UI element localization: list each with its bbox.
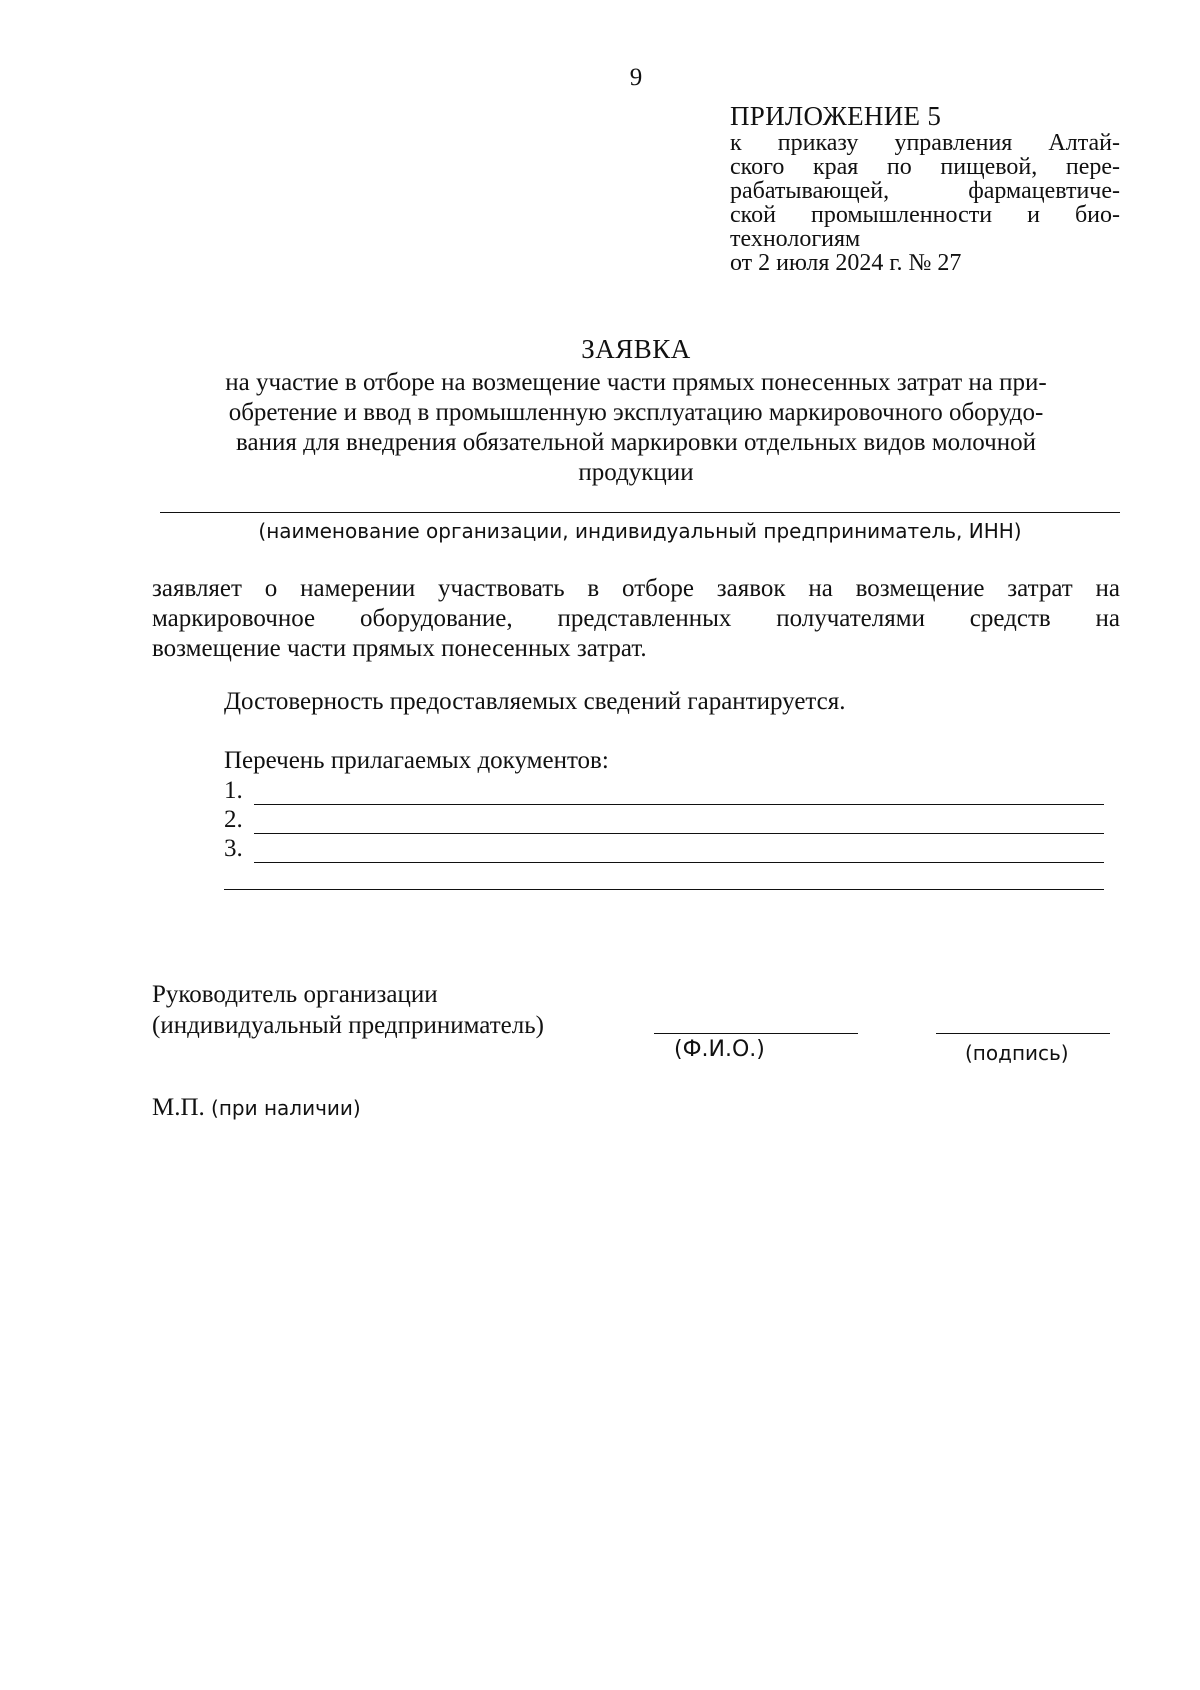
subtitle-line: обретение и ввод в промышленную эксплуатацию маркировочного оборудо-: [228, 399, 1044, 426]
stamp-place: [152, 1094, 361, 1122]
stamp-note: (при наличии): [211, 1096, 361, 1120]
document-item-2: [224, 806, 1104, 836]
document-item-1: [224, 777, 1104, 807]
document-item-number: 3.: [224, 835, 243, 862]
head-label-line: Руководитель организации: [152, 981, 438, 1008]
organization-name-field[interactable]: [160, 512, 1120, 513]
document-item-number: 1.: [224, 777, 243, 804]
appendix-line: ской промышленности и био-: [730, 202, 1120, 228]
application-title: ЗАЯВКА: [581, 334, 691, 364]
appendix-order-date: от 2 июля 2024 г. № 27: [730, 250, 962, 276]
appendix-title: ПРИЛОЖЕНИЕ 5: [730, 101, 942, 131]
statement-paragraph: [152, 574, 1120, 664]
application-subtitle: [152, 368, 1120, 488]
organization-field-caption: (наименование организации, индивидуальный предприниматель, ИНН): [258, 519, 1022, 543]
appendix-line: ского края по пищевой, пере-: [730, 154, 1120, 180]
documents-heading: Перечень прилагаемых документов:: [224, 747, 609, 774]
page-number: 9: [629, 64, 643, 91]
head-of-organization-label: [152, 979, 544, 1041]
fio-field[interactable]: [654, 1033, 858, 1034]
subtitle-line: продукции: [578, 459, 694, 486]
appendix-block: [730, 101, 1120, 275]
subtitle-line: на участие в отборе на возмещение части прямых понесенных затрат на при-: [225, 369, 1047, 396]
appendix-line: технологиям: [730, 226, 861, 252]
document-item-3: [224, 835, 1104, 865]
document-item-field[interactable]: [254, 862, 1104, 863]
document-item-field[interactable]: [254, 804, 1104, 805]
statement-line: заявляет о намерении участвовать в отборе заявок на возмещение затрат на: [152, 575, 1120, 602]
stamp-label: М.П.: [152, 1094, 205, 1121]
signature-field[interactable]: [936, 1033, 1110, 1034]
document-item-number: 2.: [224, 806, 243, 833]
statement-line: маркировочное оборудование, представленных получателями средств на: [152, 605, 1120, 632]
subtitle-line: вания для внедрения обязательной маркировки отдельных видов молочной: [236, 429, 1036, 456]
document-extra-field[interactable]: [224, 889, 1104, 890]
guarantee-text: Достоверность предоставляемых сведений гарантируется.: [224, 688, 846, 715]
document-item-field[interactable]: [254, 833, 1104, 834]
signature-caption: (подпись): [965, 1041, 1069, 1065]
appendix-line: к приказу управления Алтай-: [730, 130, 1120, 156]
head-label-line: (индивидуальный предприниматель): [152, 1012, 544, 1039]
statement-line: возмещение части прямых понесенных затрат.: [152, 635, 647, 662]
fio-caption: (Ф.И.О.): [674, 1037, 765, 1062]
appendix-line: рабатывающей, фармацевтиче-: [730, 178, 1120, 204]
